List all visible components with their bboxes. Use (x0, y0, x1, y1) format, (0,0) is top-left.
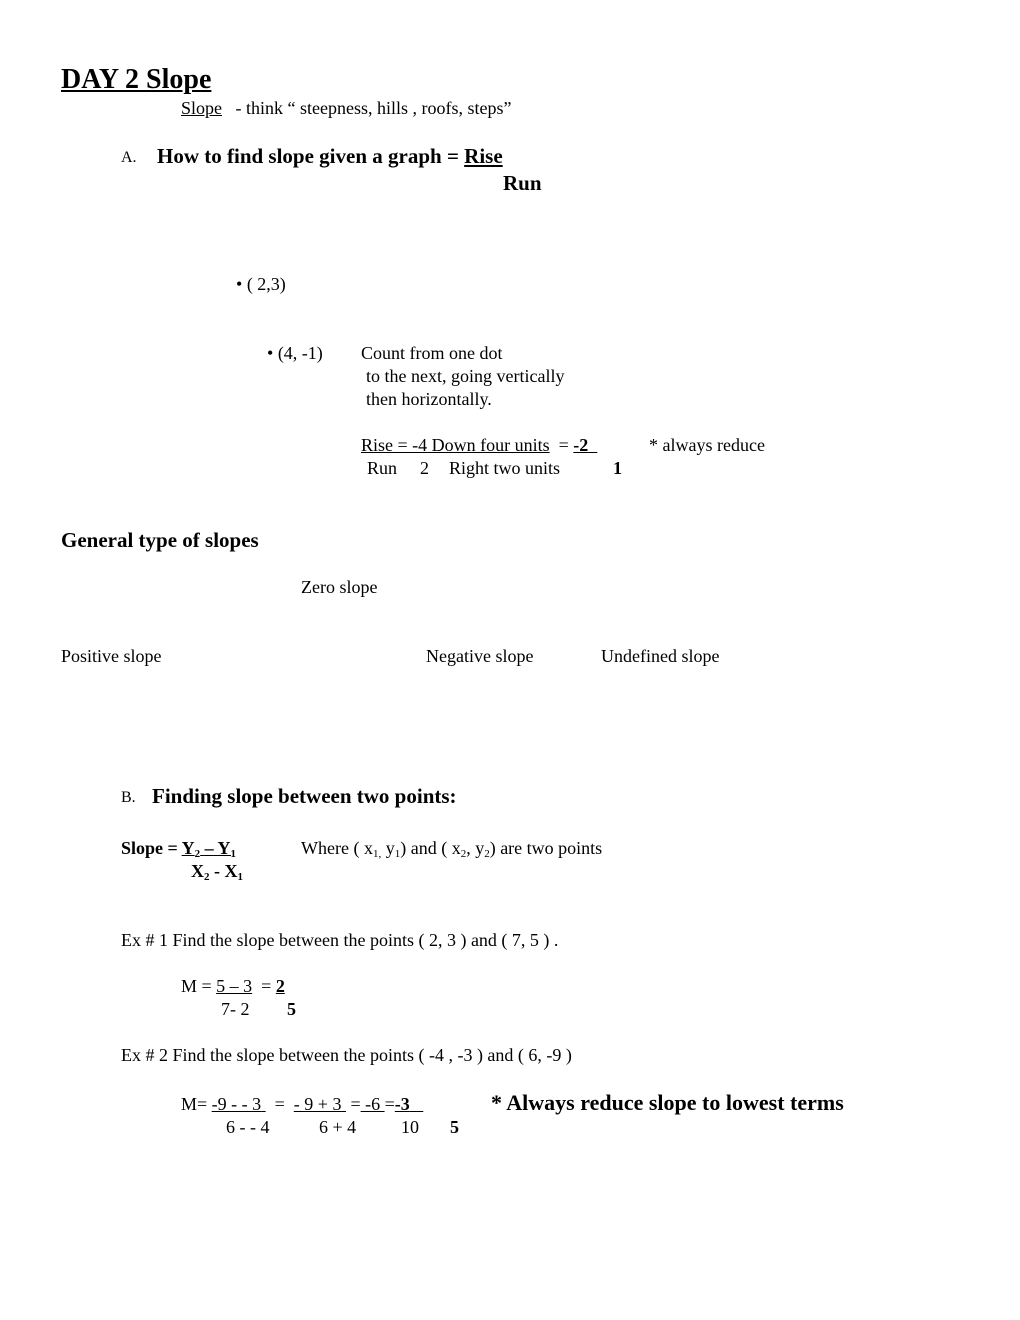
point-2-3-label: ( 2,3) (246, 274, 286, 294)
example-1-answer-denominator: 5 (287, 999, 296, 1019)
result-numerator: -2 (573, 435, 589, 455)
example-2-denominator-3: 10 (401, 1117, 419, 1137)
page-title: DAY 2 Slope (61, 64, 212, 95)
general-slopes-heading: General type of slopes (61, 528, 259, 552)
example-2-numerator-row (181, 1095, 423, 1113)
positive-slope-label: Positive slope (61, 646, 162, 666)
example-2-numerator-4: -3 (394, 1094, 410, 1114)
example-2-denominator-1: 6 - - 4 (226, 1117, 270, 1137)
reduce-note: * always reduce (649, 435, 765, 455)
example-2-reduce-note: * Always reduce slope to lowest terms (491, 1090, 844, 1115)
undefined-slope-label: Undefined slope (601, 646, 720, 666)
slope-definition-text: - think “ steepness, hills , roofs, steps” (235, 98, 512, 118)
example-1-numerator-row (181, 977, 285, 995)
slope-definition (181, 99, 511, 117)
example-2-numerator-2: - 9 + 3 (293, 1094, 342, 1114)
example-1-denominator: 7- 2 (221, 999, 250, 1019)
run-label: Run (503, 171, 542, 195)
section-a-letter: A. (121, 149, 137, 166)
result-denominator: 1 (613, 458, 622, 478)
slope-formula (121, 838, 236, 860)
example-2-numerator-1: -9 - - 3 (211, 1094, 262, 1114)
section-b-letter: B. (121, 789, 136, 806)
point-dot: • (267, 343, 274, 363)
example-2-equals-2: = (350, 1094, 361, 1114)
example-2-equals-3: = (384, 1094, 395, 1114)
point-4-neg1-label: (4, -1) (277, 343, 323, 363)
example-2-m-label: M= (181, 1094, 208, 1114)
example-1-prompt: Ex # 1 Find the slope between the points ( 2, 3 ) and ( 7, 5 ) . (121, 930, 559, 950)
section-a-heading-text: How to find slope given a graph = (157, 144, 459, 168)
example-2-prompt: Ex # 2 Find the slope between the points ( -4 , -3 ) and ( 6, -9 ) (121, 1045, 572, 1065)
example-2-numerator-3: -6 (360, 1094, 385, 1114)
rise-calculation (361, 436, 597, 454)
example-2-denominator-2: 6 + 4 (319, 1117, 357, 1137)
example-1-numerator: 5 – 3 (216, 976, 253, 996)
instruction-line-2: to the next, going vertically (366, 366, 565, 386)
negative-slope-label: Negative slope (426, 646, 534, 666)
example-1-equals: = (261, 976, 272, 996)
section-a-heading (157, 146, 503, 167)
equals-sign: = (558, 435, 569, 455)
point-dot: • (236, 274, 243, 294)
formula-numerator: $Y_2 - Y_1$ (181, 838, 236, 860)
example-1-m-label: M = (181, 976, 212, 996)
rise-text: Rise = -4 Down four units (361, 435, 550, 455)
rise-label: Rise (464, 144, 503, 168)
run-text: Right two units (449, 458, 561, 478)
example-1-answer-numerator: 2 (275, 976, 285, 996)
zero-slope-label: Zero slope (301, 577, 378, 597)
section-b-heading: Finding slope between two points: (152, 784, 457, 808)
run-value: 2 (420, 458, 429, 478)
example-2-equals-1: = (274, 1094, 285, 1114)
slope-formula-label: Slope = (121, 838, 178, 858)
formula-denominator: $X_2 - X_1$ (191, 861, 243, 883)
point-4-neg1 (267, 344, 323, 362)
point-2-3 (236, 275, 286, 293)
run-label-text: Run (367, 458, 398, 478)
formula-where-text: Where ( $x_{1,}$ $y_1$) and ( $x_2$, $y_2$) are two points (301, 838, 603, 860)
slope-word: Slope (181, 98, 223, 118)
instruction-line-1: Count from one dot (361, 343, 503, 363)
instruction-line-3: then horizontally. (366, 389, 492, 409)
example-2-denominator-4: 5 (450, 1117, 459, 1137)
